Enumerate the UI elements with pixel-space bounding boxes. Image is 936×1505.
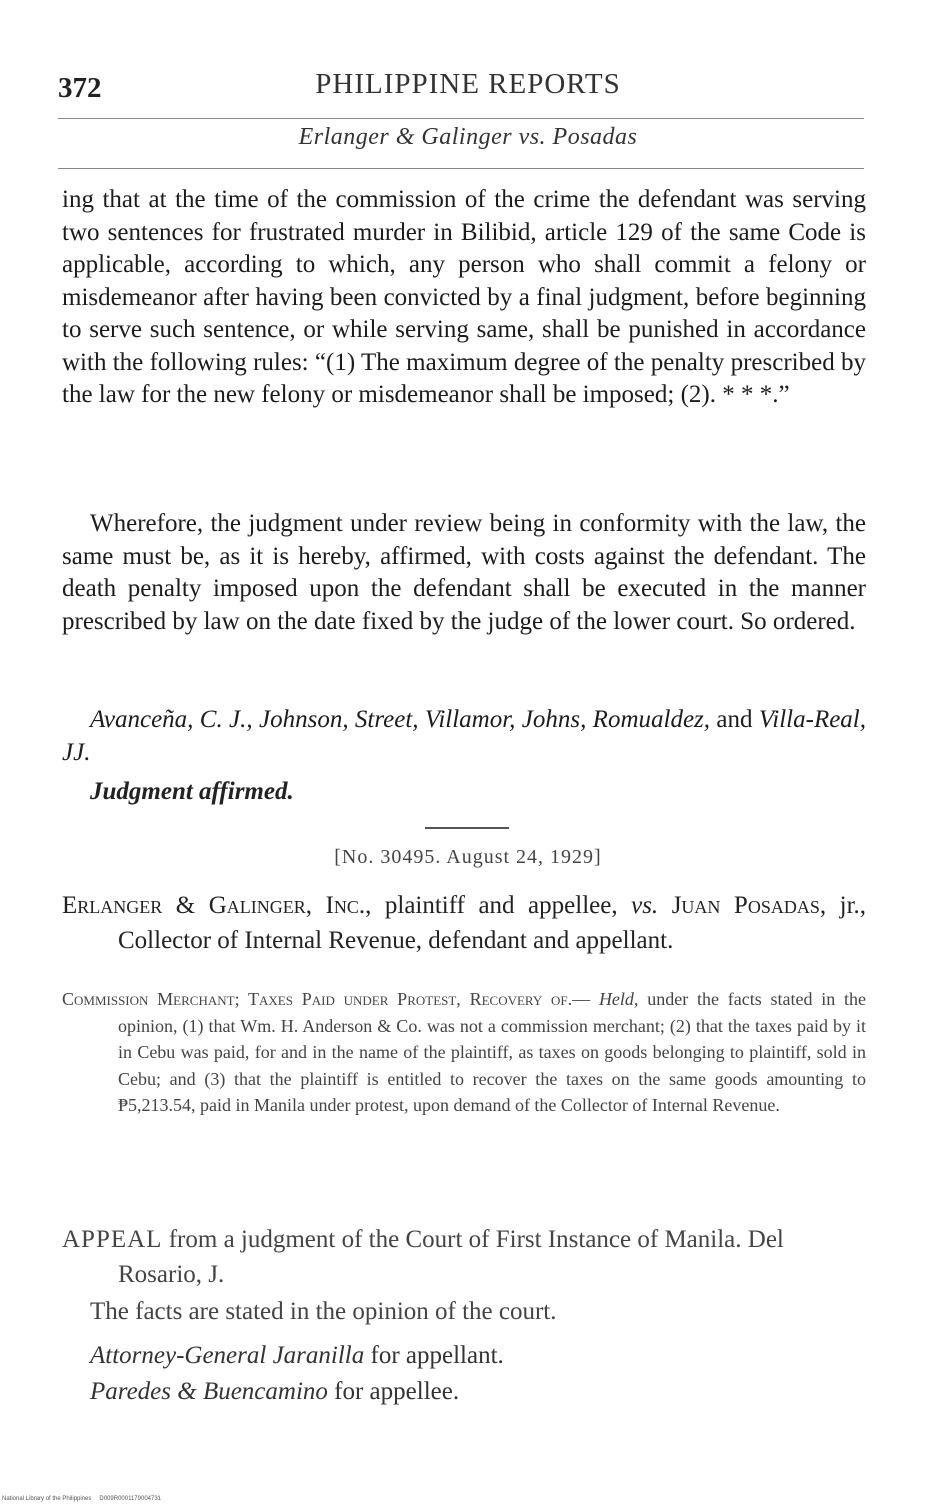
case-title-header: Erlanger & Galinger vs. Posadas	[298, 124, 638, 150]
facts-statement: The facts are stated in the opinion of the court.	[90, 1298, 557, 1325]
syllabus	[62, 986, 866, 1119]
counsel-appellee-role: for appellee.	[334, 1378, 460, 1405]
versus: vs.	[631, 892, 659, 919]
opinion-paragraph-continued: ing that at the time of the commission of the crime the defendant was serving two sentences for frustrated murder in Bilibid, article 129 of the same Code is applicable, according to which, any person who shall commit a felony or misdemeanor after having been convicted by a final judgment, before beginning to serve such sentence, or while serving same, shall be punished in accordance with the following rules: “(1) The maximum degree of the penalty prescribed by the law for the new felony or misdemeanor shall be imposed; (2). * * *.”	[62, 186, 866, 408]
docket-number: [No. 30495. August 24, 1929]	[334, 846, 602, 868]
plaintiff-role: plaintiff and appellee,	[384, 892, 618, 919]
appeal-lead: APPEAL	[62, 1226, 163, 1253]
and-word: and	[716, 706, 753, 733]
defendant-name: Juan Posadas,	[671, 892, 827, 919]
opinion-paragraph-disposition: Wherefore, the judgment under review being in conformity with the law, the same must be, as it is hereby, affirmed, with costs against the defendant. The death penalty imposed upon the defendant shall be executed in the manner prescribed by law on the date fixed by the judge of the lower court. So ordered.	[62, 510, 866, 635]
defendant-role: jr., Collector of Internal Revenue, defendant and appellant.	[118, 892, 867, 954]
syllabus-held: Held,	[598, 989, 639, 1009]
counsel-appellee	[90, 1378, 459, 1406]
judgment-line: Judgment affirmed.	[90, 778, 294, 805]
page-number: 372	[58, 72, 102, 104]
counsel-appellant	[90, 1342, 504, 1370]
syllabus-text: under the facts stated in the opinion, (1) that Wm. H. Anderson & Co. was not a commission merchant; (2) that the taxes paid by it in Cebu was paid, for and in the name of the plaintiff, as taxes on goods belonging to plaintiff, sold in Cebu; and (3) that the plaintiff is entitled to recover the taxes on the same goods amounting to ₱5,213.54, paid in Manila under protest, upon demand of the Collector of Internal Revenue.	[118, 989, 867, 1115]
scan-footer	[2, 1496, 169, 1502]
case-parties	[62, 888, 866, 958]
counsel-appellee-name: Paredes & Buencamino	[90, 1378, 328, 1405]
counsel-appellant-role: for appellant.	[370, 1342, 504, 1369]
case-separator-rule	[425, 827, 509, 829]
footer-library: National Library of the Philippines	[2, 1496, 92, 1502]
appeal-statement	[62, 1222, 866, 1292]
running-title: PHILIPPINE REPORTS	[315, 68, 621, 100]
last-justice: Villa-Real, JJ.	[62, 706, 867, 766]
concurring-justices	[62, 704, 866, 769]
syllabus-heading: Commission Merchant; Taxes Paid under Protest, Recovery of.—	[62, 989, 591, 1009]
justices-list: Avanceña, C. J., Johnson, Street, Villamor, Johns, Romualdez,	[90, 706, 711, 733]
appeal-text: from a judgment of the Court of First Instance of Manila. Del Rosario, J.	[118, 1226, 784, 1288]
header-rule-top	[58, 118, 864, 119]
footer-code: D009R0001179004731	[99, 1496, 162, 1502]
plaintiff-name: Erlanger & Galinger, Inc.,	[62, 892, 372, 919]
counsel-appellant-name: Attorney-General Jaranilla	[90, 1342, 365, 1369]
header-rule-bottom	[58, 168, 864, 169]
